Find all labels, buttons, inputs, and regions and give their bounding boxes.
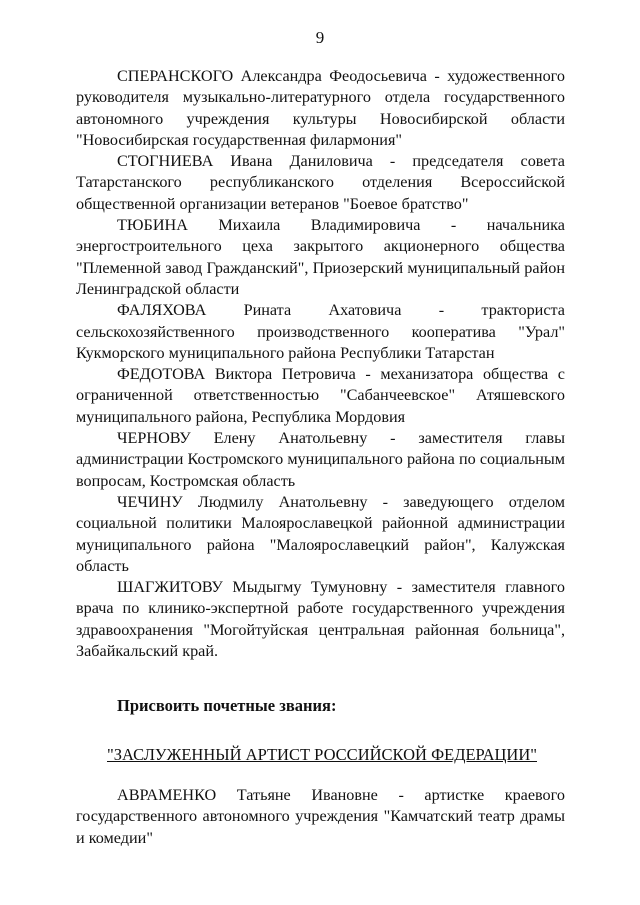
- award-paragraph: ФАЛЯХОВА Рината Ахатовича - тракториста сельскохозяйственного производственного кооператива "Урал" Кукморского муниципального района Республики Татарстан: [76, 301, 565, 362]
- award-paragraph: ТЮБИНА Михаила Владимировича - начальника энергостроительного цеха закрытого акционерного общества "Племенной завод Гражданский", Приозерский муниципальный район Ленинградской области: [76, 216, 565, 298]
- document-body: [76, 66, 565, 849]
- award-paragraph: АВРАМЕНКО Татьяне Ивановне - артистке краевого государственного автономного учреждения "Камчатский театр драмы и комедии": [76, 785, 565, 847]
- award-paragraph: СТОГНИЕВА Ивана Даниловича - председателя совета Татарстанского республиканского отделения Всероссийской общественной организации ветеранов "Боевое братство": [76, 152, 565, 213]
- award-paragraph: ШАГЖИТОВУ Мыдыгму Тумуновну - заместителя главного врача по клинико-экспертной работе государственного учреждения здравоохранения "Могойтуйская центральная районная больница", Забайкальский край.: [76, 578, 565, 661]
- award-paragraph: ЧЕЧИНУ Людмилу Анатольевну - заведующего отделом социальной политики Малоярославецкой районной администрации муниципального района "Малоярославецкий район", Калужская область: [76, 492, 565, 575]
- award-paragraph: ЧЕРНОВУ Елену Анатольевну - заместителя главы администрации Костромского муниципального района по социальным вопросам, Костромская область: [76, 429, 565, 490]
- award-paragraph: СПЕРАНСКОГО Александра Феодосьевича - художественного руководителя музыкально-литературного отдела государственного автономного учреждения культуры Новосибирской области "Новосибирская государственная филармония": [76, 67, 565, 149]
- section-heading: Присвоить почетные звания:: [117, 696, 337, 716]
- honorary-title: "ЗАСЛУЖЕННЫЙ АРТИСТ РОССИЙСКОЙ ФЕДЕРАЦИИ": [107, 744, 537, 764]
- page-number: 9: [315, 28, 325, 47]
- award-paragraph: ФЕДОТОВА Виктора Петровича - механизатора общества с ограниченной ответственностью "Сабанчеевское" Атяшевского муниципального района, Республика Мордовия: [76, 365, 565, 426]
